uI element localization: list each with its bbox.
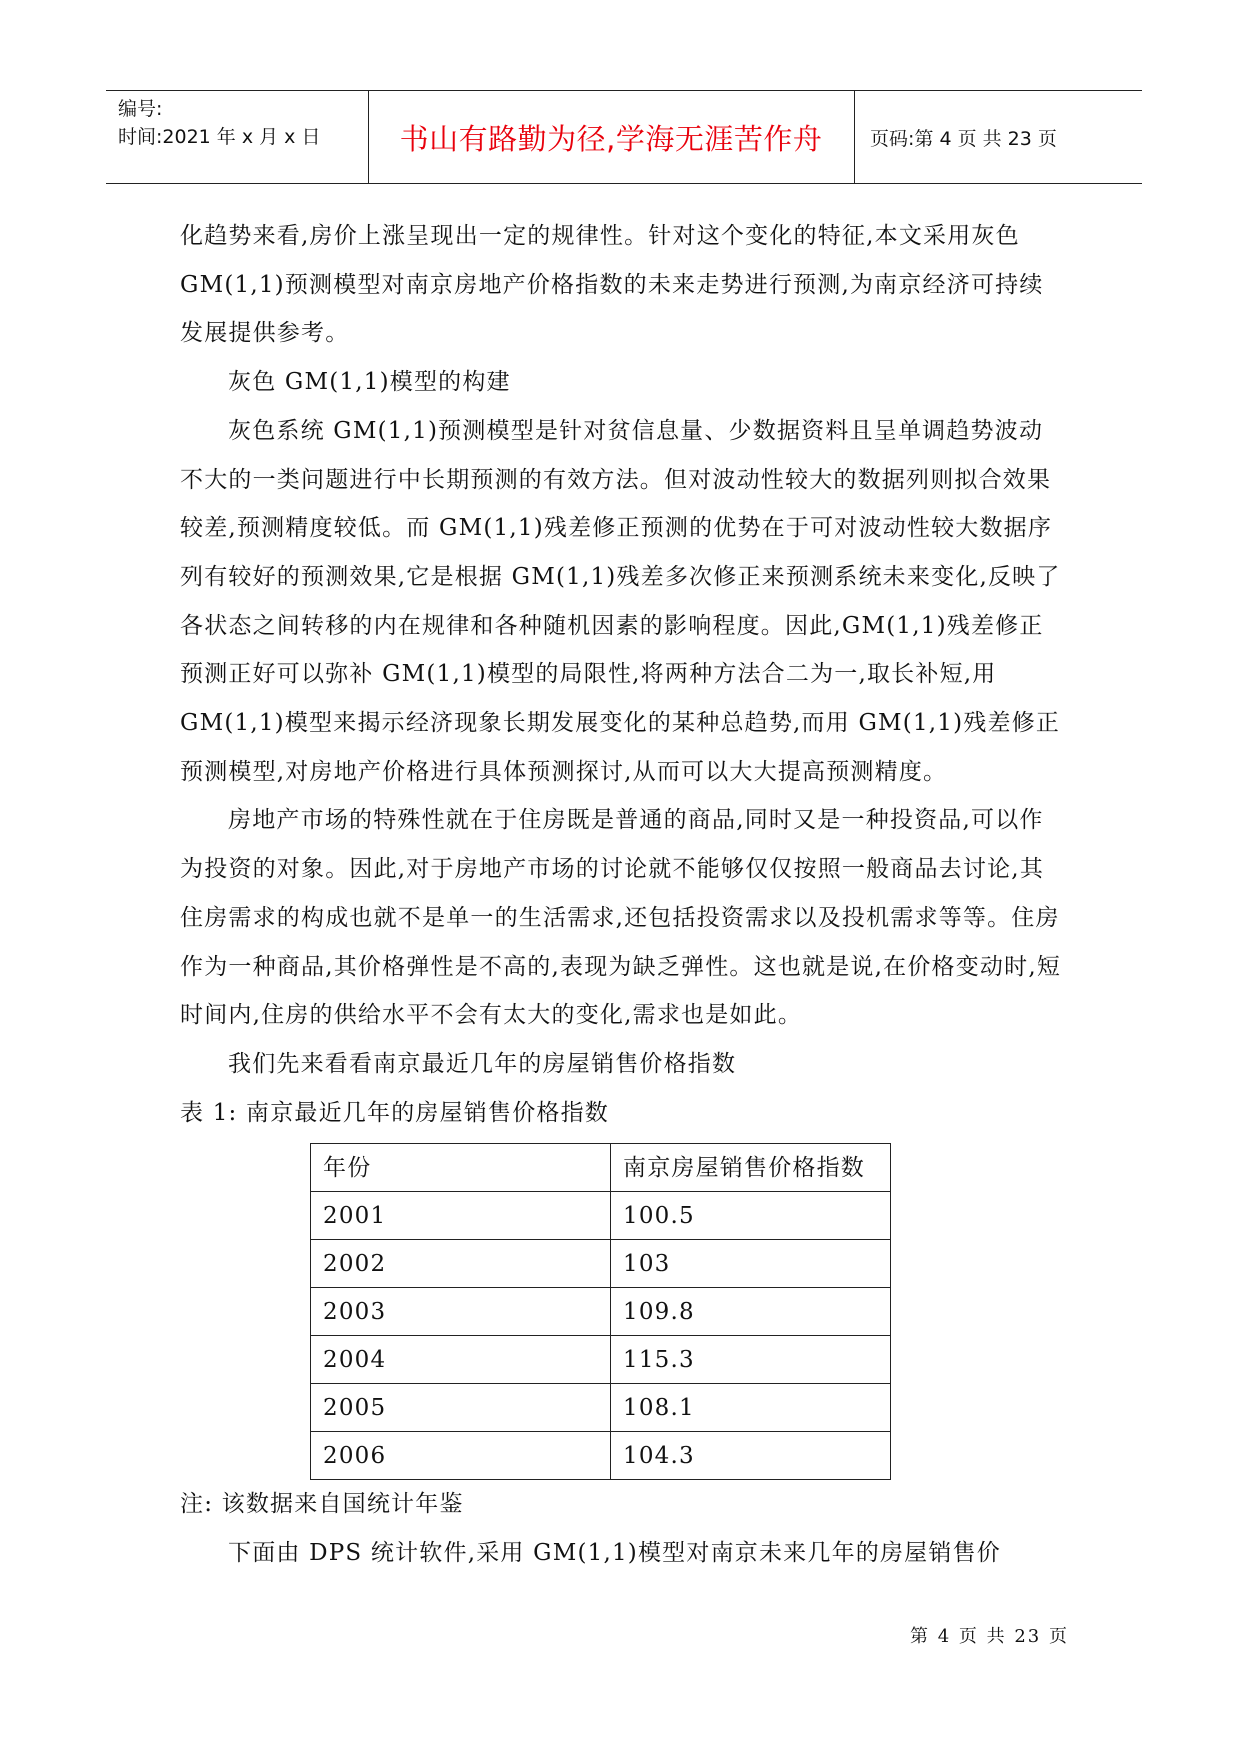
section-heading: 灰色 GM(1,1)模型的构建 xyxy=(228,369,511,396)
table-cell-index: 103 xyxy=(611,1240,891,1288)
header-page-info: 页码:第 4 页 共 23 页 xyxy=(870,127,1057,150)
table-cell-index: 115.3 xyxy=(611,1336,891,1384)
table-cell-index: 104.3 xyxy=(611,1432,891,1480)
table-cell-year: 2006 xyxy=(311,1432,611,1480)
paragraph-grey-model: 灰色系统 GM(1,1)预测模型是针对贫信息量、少数据资料且呈单调趋势波动不大的一类问题进行中长期预测的有效方法。但对波动性较大的数据列则拟合效果较差,预测精度较低。而 GM(1,1)残差修正预测的优势在于可对波动性较大数据序列有较好的预测效果,它是根据 GM(1,1)残差多次修正来预测系统未来变化,反映了各状态之间转移的内在规律和各种随机因素的影响程度。因此,GM(1,1)残差修正预测正好可以弥补 GM(1,1)模型的局限性,将两种方法合二为一,取长补短,用 GM(1,1)模型来揭示经济现象长期发展变化的某种总趋势,而用 GM(1,1)残差修正预测模型,对房地产价格进行具体预测探讨,从而可以大大提高预测精度。 xyxy=(180,417,1061,785)
table-cell-index: 108.1 xyxy=(611,1384,891,1432)
header-motto: 书山有路勤为径,学海无涯苦作舟 xyxy=(399,121,823,156)
table-row xyxy=(311,1192,891,1240)
table-cell-year: 2005 xyxy=(311,1384,611,1432)
price-index-table xyxy=(310,1143,891,1480)
paragraph-continuation: 化趋势来看,房价上涨呈现出一定的规律性。针对这个变化的特征,本文采用灰色 GM(1,1)预测模型对南京房地产价格指数的未来走势进行预测,为南京经济可持续发展提供参考。 xyxy=(180,223,1044,347)
header-meta xyxy=(118,95,320,151)
table-caption: 表 1: 南京最近几年的房屋销售价格指数 xyxy=(180,1099,610,1126)
table-row xyxy=(311,1336,891,1384)
paragraph-real-estate: 房地产市场的特殊性就在于住房既是普通的商品,同时又是一种投资品,可以作为投资的对象。因此,对于房地产市场的讨论就不能够仅仅按照一般商品去讨论,其住房需求的构成也就不是单一的生活需求,还包括投资需求以及投机需求等等。住房作为一种商品,其价格弹性是不高的,表现为缺乏弹性。这也就是说,在价格变动时,短时间内,住房的供给水平不会有太大的变化,需求也是如此。 xyxy=(180,807,1062,1029)
price-index-table-wrap xyxy=(310,1143,1065,1480)
paragraph-table-intro: 我们先来看看南京最近几年的房屋销售价格指数 xyxy=(228,1050,737,1077)
table-cell-index: 100.5 xyxy=(611,1192,891,1240)
table-header-cell: 年份 xyxy=(311,1144,611,1192)
table-header-cell: 南京房屋销售价格指数 xyxy=(611,1144,891,1192)
table-note: 注: 该数据来自国统计年鉴 xyxy=(180,1491,464,1518)
document-body xyxy=(180,212,1065,1578)
table-cell-year: 2003 xyxy=(311,1288,611,1336)
paragraph-dps-intro: 下面由 DPS 统计软件,采用 GM(1,1)模型对南京未来几年的房屋销售价 xyxy=(228,1540,1001,1567)
table-header-row xyxy=(311,1144,891,1192)
header-divider-right xyxy=(854,91,855,183)
table-row xyxy=(311,1288,891,1336)
page-footer: 第 4 页 共 23 页 xyxy=(910,1626,1069,1647)
doc-number-label: 编号: xyxy=(118,98,163,120)
table-row xyxy=(311,1432,891,1480)
doc-time-label: 时间:2021 年 x 月 x 日 xyxy=(118,126,321,148)
table-cell-year: 2002 xyxy=(311,1240,611,1288)
table-cell-year: 2004 xyxy=(311,1336,611,1384)
table-row xyxy=(311,1384,891,1432)
table-row xyxy=(311,1240,891,1288)
table-cell-year: 2001 xyxy=(311,1192,611,1240)
table-cell-index: 109.8 xyxy=(611,1288,891,1336)
page-header xyxy=(106,90,1142,184)
